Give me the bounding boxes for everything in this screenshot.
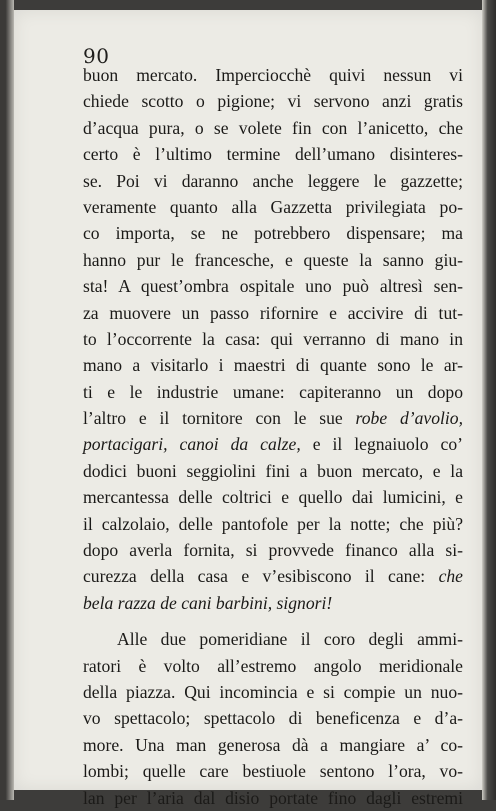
italic-text: portacigari, canoi da calze,	[83, 434, 301, 455]
text-line: il calzolaio, delle pantofole per la notte; che più?	[83, 513, 463, 534]
text-line: to l’occorrente la casa: qui verranno di mano in	[83, 328, 463, 349]
text-line: vo spettacolo; spettacolo di beneficenza e d’a-	[83, 708, 463, 729]
paragraph-2	[83, 626, 463, 811]
text-line: more. Una man generosa dà a mangiare a’ co-	[83, 734, 463, 755]
text-line: veramente quanto alla Gazzetta privilegiata po-	[83, 196, 463, 217]
text-line: Alle due pomeridiane il coro degli ammi-	[117, 629, 463, 650]
paragraph-1	[83, 62, 463, 616]
text-line: buon mercato. Imperciocchè quivi nessun vi	[83, 65, 463, 85]
text-line: lombi; quelle care bestiuole sentono l’ora, vo-	[83, 761, 463, 782]
text-run: curezza della casa e v’esibiscono il cane:	[83, 566, 439, 587]
body-text	[83, 62, 463, 811]
text-line: certo è l’ultimo termine dell’umano disinteres-	[83, 144, 463, 165]
binding-shadow	[482, 0, 496, 800]
text-line: ratori è volto all’estremo angolo meridionale	[83, 655, 463, 676]
page-number: 90	[83, 44, 110, 68]
text-line: lan per l’aria dal disio portate fino dagli estremi	[83, 787, 463, 808]
facing-page-edge	[0, 0, 14, 800]
text-line: d’acqua pura, o se volete fin con l’anicetto, che	[83, 117, 463, 138]
text-line: della piazza. Qui incomincia e si compie un nuo-	[83, 681, 463, 702]
italic-text: bela razza de cani barbini, signori!	[83, 592, 333, 613]
text-line: mano a visitarlo i maestri di quante sono le ar-	[83, 355, 463, 376]
text-run: e il legnaiuolo co’	[300, 434, 463, 455]
italic-text: che	[438, 566, 463, 587]
text-line	[83, 431, 463, 457]
text-run: l’altro e il tornitore con le sue	[83, 408, 356, 429]
text-line: se. Poi vi daranno anche leggere le gazzette;	[83, 170, 463, 191]
text-line	[83, 563, 463, 589]
text-line: mercantessa delle coltrici e quello dai lumicini, e	[83, 487, 463, 508]
text-line: ti e le industrie umane: capiteranno un dopo	[83, 381, 463, 402]
text-line: chiede scotto o pigione; vi servono anzi gratis	[83, 91, 463, 112]
text-line: co importa, se ne potrebbero dispensare; ma	[83, 223, 463, 244]
text-line: sta! A quest’ombra ospitale uno può altresì sen-	[83, 276, 463, 297]
text-line	[83, 590, 463, 616]
text-line: hanno pur le francesche, e queste la sanno giu-	[83, 249, 463, 270]
text-line	[83, 405, 463, 431]
italic-text: robe d’avolio,	[355, 408, 463, 429]
text-line: za muovere un passo rifornire e accivire di tut-	[83, 302, 463, 323]
text-line: dopo averla fornita, si provvede financo alla si-	[83, 540, 463, 561]
text-line: dodici buoni seggiolini fini a buon mercato, e la	[83, 460, 463, 481]
